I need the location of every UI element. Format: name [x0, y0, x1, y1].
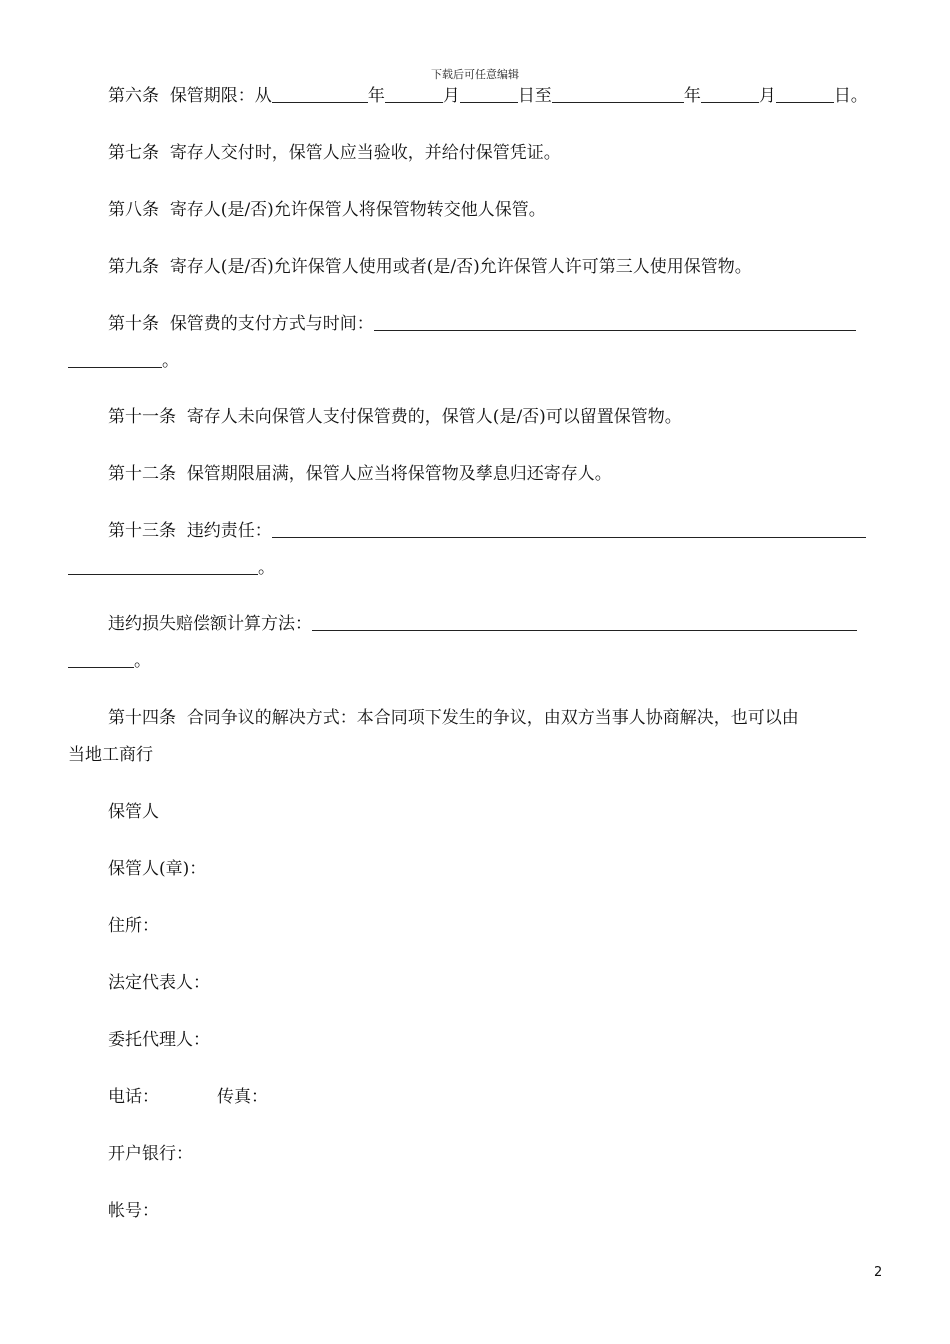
blank-field — [272, 84, 368, 103]
article-11 — [108, 405, 682, 429]
period: 。 — [162, 351, 179, 371]
article-text: 寄存人(是/否)允许保管人使用或者(是/否)允许保管人许可第三人使用保管物。 — [169, 257, 752, 277]
phone-field: 电话： — [108, 1087, 159, 1107]
blank-field — [272, 519, 866, 538]
article-label: 第十四条 — [108, 708, 176, 728]
article-6 — [108, 84, 868, 108]
year-label: 年 — [367, 86, 385, 106]
article-text: 当地工商行 — [68, 745, 153, 765]
account-field: 帐号： — [108, 1201, 159, 1221]
year-label: 年 — [683, 86, 701, 106]
fax-field: 传真： — [217, 1087, 268, 1107]
blank-field — [552, 84, 684, 103]
legal-representative-field: 法定代表人： — [108, 973, 210, 993]
blank-field — [68, 649, 134, 668]
blank-field — [385, 84, 443, 103]
blank-field — [68, 349, 162, 368]
article-label: 第十二条 — [108, 464, 176, 484]
article-label: 第九条 — [108, 257, 159, 277]
blank-field — [374, 312, 856, 331]
article-8 — [108, 198, 546, 222]
article-text: 保管期限：从 — [169, 86, 272, 106]
month-label: 月 — [442, 86, 460, 106]
article-13 — [108, 519, 866, 543]
article-12 — [108, 462, 612, 486]
article-text: 寄存人(是/否)允许保管人将保管物转交他人保管。 — [169, 200, 546, 220]
article-text: 寄存人未向保管人支付保管费的，保管人(是/否)可以留置保管物。 — [186, 407, 682, 427]
page-number: 2 — [874, 1265, 883, 1280]
blank-field — [460, 84, 518, 103]
damages-text: 违约损失赔偿额计算方法： — [108, 614, 312, 634]
day-to-label: 日至 — [517, 86, 552, 106]
damages-calculation — [108, 612, 857, 636]
article-label: 第八条 — [108, 200, 159, 220]
month-label: 月 — [758, 86, 776, 106]
period: 。 — [134, 651, 151, 671]
article-14 — [108, 706, 799, 730]
article-10 — [108, 312, 856, 336]
article-text: 保管期限届满，保管人应当将保管物及孳息归还寄存人。 — [186, 464, 612, 484]
article-text: 寄存人交付时，保管人应当验收，并给付保管凭证。 — [169, 143, 561, 163]
day-label: 日。 — [833, 86, 868, 106]
bank-field: 开户银行： — [108, 1144, 193, 1164]
damages-continuation — [68, 649, 151, 673]
article-label: 第七条 — [108, 143, 159, 163]
article-label: 第十三条 — [108, 521, 176, 541]
article-9 — [108, 255, 752, 279]
phone-fax-row — [108, 1085, 268, 1109]
article-text: 合同争议的解决方式：本合同项下发生的争议，由双方当事人协商解决，也可以由 — [186, 708, 799, 728]
article-10-continuation — [68, 349, 179, 373]
blank-field — [701, 84, 759, 103]
blank-field — [776, 84, 834, 103]
article-14-continuation — [68, 743, 153, 767]
address-field: 住所： — [108, 916, 159, 936]
article-label: 第六条 — [108, 86, 159, 106]
article-7 — [108, 141, 561, 165]
article-13-continuation — [68, 556, 275, 580]
header-note: 下载后可任意编辑 — [431, 68, 519, 81]
article-text: 保管费的支付方式与时间： — [169, 314, 374, 334]
blank-field — [68, 556, 258, 575]
agent-field: 委托代理人： — [108, 1030, 210, 1050]
custodian-seal-field: 保管人(章)： — [108, 859, 207, 879]
period: 。 — [258, 558, 275, 578]
article-text: 违约责任： — [186, 521, 272, 541]
blank-field — [312, 612, 857, 631]
custodian-heading: 保管人 — [108, 802, 159, 822]
article-label: 第十一条 — [108, 407, 176, 427]
article-label: 第十条 — [108, 314, 159, 334]
